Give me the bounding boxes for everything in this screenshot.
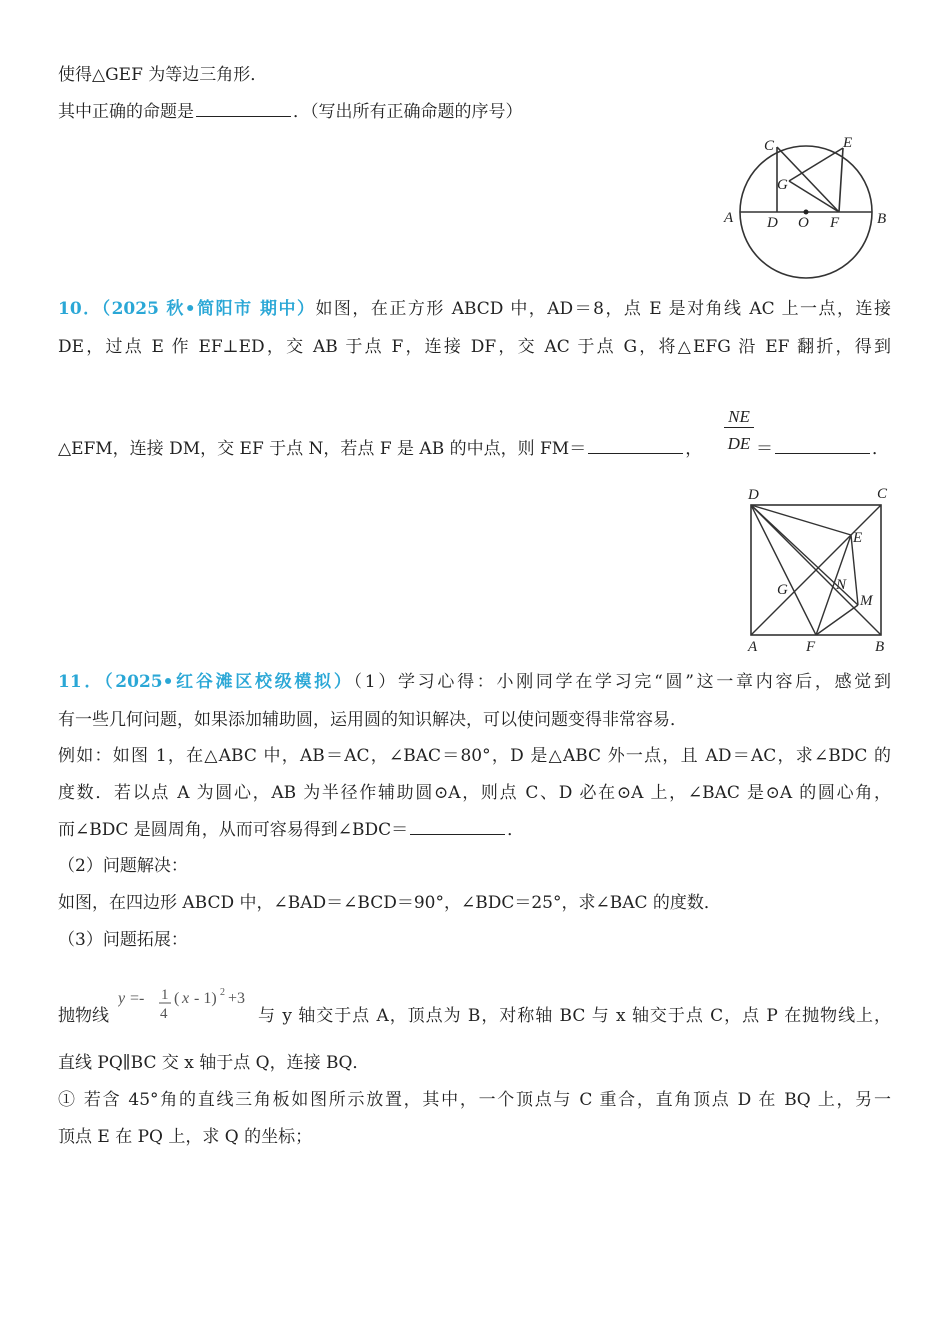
label-d: D xyxy=(748,487,759,503)
p11-line1 xyxy=(58,670,891,694)
p10-source: （2025 秋•简阳市 期中） xyxy=(101,299,316,319)
svg-text:2: 2 xyxy=(220,987,225,998)
label-o: O xyxy=(798,215,809,231)
svg-text:1: 1 xyxy=(161,987,169,1003)
svg-text:4: 4 xyxy=(160,1006,168,1022)
label-d: D xyxy=(767,215,778,231)
fraction-numerator: NE xyxy=(724,407,754,428)
p9-line2 xyxy=(58,100,523,124)
p11-line5-pre: 而∠BDC 是圆周角，从而可容易得到∠BDC＝ xyxy=(58,820,409,840)
parabola-formula-render xyxy=(118,983,258,1027)
answer-blank[interactable] xyxy=(588,438,683,454)
label-a: A xyxy=(724,210,734,226)
p11-line5-post: ． xyxy=(507,820,525,840)
label-f: F xyxy=(806,639,816,655)
svg-text:(: ( xyxy=(174,990,180,1007)
square-figure xyxy=(740,483,900,658)
p10-equals: ＝ xyxy=(756,439,773,459)
p10-comma: ， xyxy=(685,439,703,459)
p11-line9-pre: 抛物线 xyxy=(58,1006,109,1026)
p9-line2-pre: 其中正确的命题是 xyxy=(58,102,194,122)
label-b: B xyxy=(875,639,885,655)
p10-line3 xyxy=(58,437,702,461)
label-n: N xyxy=(836,577,847,593)
p11-line12: 顶点 E 在 PQ 上，求 Q 的坐标； xyxy=(58,1127,313,1147)
circle-figure xyxy=(720,130,895,285)
answer-blank[interactable] xyxy=(775,438,870,454)
svg-text:+3: +3 xyxy=(228,990,246,1007)
label-g: G xyxy=(777,177,788,193)
svg-text:- 1): - 1) xyxy=(194,990,217,1007)
p11-line2: 有一些几何问题，如果添加辅助圆，运用圆的知识解决，可以使问题变得非常容易． xyxy=(58,710,687,730)
p11-line4: 度数．若以点 A 为圆心，AB 为半径作辅助圆⊙A，则点 C、D 必在⊙A 上，∠BAC 是⊙A 的圆心角， xyxy=(58,783,891,803)
p11-line1-text: （1）学习心得：小刚同学在学习完“圆”这一章内容后，感觉到 xyxy=(353,672,891,692)
p10-number: 10． xyxy=(58,299,102,319)
fraction-denominator: DE xyxy=(727,434,751,453)
p11-line5 xyxy=(58,818,524,842)
p11-line6: （2）问题解决： xyxy=(58,856,188,876)
label-e: E xyxy=(853,530,863,546)
p9-line1: 使得△GEF 为等边三角形． xyxy=(58,65,268,85)
p10-line1-text: 如图，在正方形 ABCD 中，AD＝8，点 E 是对角线 AC 上一点，连接 xyxy=(315,299,891,319)
p10-equals-blank xyxy=(756,437,889,461)
p10-line3-pre: △EFM，连接 DM，交 EF 于点 N，若点 F 是 AB 的中点，则 FM＝ xyxy=(58,439,587,459)
p10-line2: DE，过点 E 作 EF⊥ED，交 AB 于点 F，连接 DF，交 AC 于点 G，将△EFG 沿 EF 翻折，得到 xyxy=(58,337,891,357)
label-c: C xyxy=(877,486,888,502)
p11-source: （2025•红谷滩区校级模拟） xyxy=(104,672,354,692)
p11-line10: 直线 PQ∥BC 交 x 轴于点 Q，连接 BQ． xyxy=(58,1053,370,1073)
p11-line8: （3）问题拓展： xyxy=(58,930,188,950)
answer-blank[interactable] xyxy=(410,819,505,835)
svg-text:y: y xyxy=(118,990,126,1007)
svg-text:x: x xyxy=(182,990,190,1007)
p11-line7: 如图，在四边形 ABCD 中，∠BAD＝∠BCD＝90°，∠BDC＝25°，求∠BAC 的度数． xyxy=(58,893,721,913)
p11-line11: ① 若含 45°角的直线三角板如图所示放置，其中，一个顶点与 C 重合，直角顶点 D 在 BQ 上，另一 xyxy=(58,1090,891,1110)
label-m: M xyxy=(860,593,873,609)
svg-text:=-: =- xyxy=(130,990,145,1007)
label-g: G xyxy=(777,582,788,598)
label-f: F xyxy=(830,215,840,231)
p10-end: ． xyxy=(872,439,889,459)
label-a: A xyxy=(748,639,758,655)
p11-line3: 例如：如图 1，在△ABC 中，AB＝AC，∠BAC＝80°，D 是△ABC 外一点，且 AD＝AC，求∠BDC 的 xyxy=(58,746,891,766)
p9-line2-post: ．（写出所有正确命题的序号） xyxy=(293,102,523,122)
p10-line1 xyxy=(58,297,891,321)
label-c: C xyxy=(764,138,775,154)
label-b: B xyxy=(877,211,887,227)
p11-line9-post: 与 y 轴交于点 A，顶点为 B，对称轴 BC 与 x 轴交于点 C，点 P 在抛物线上， xyxy=(258,1006,891,1026)
answer-blank[interactable] xyxy=(196,101,291,117)
p11-number: 11． xyxy=(58,672,105,692)
label-e: E xyxy=(843,135,853,151)
